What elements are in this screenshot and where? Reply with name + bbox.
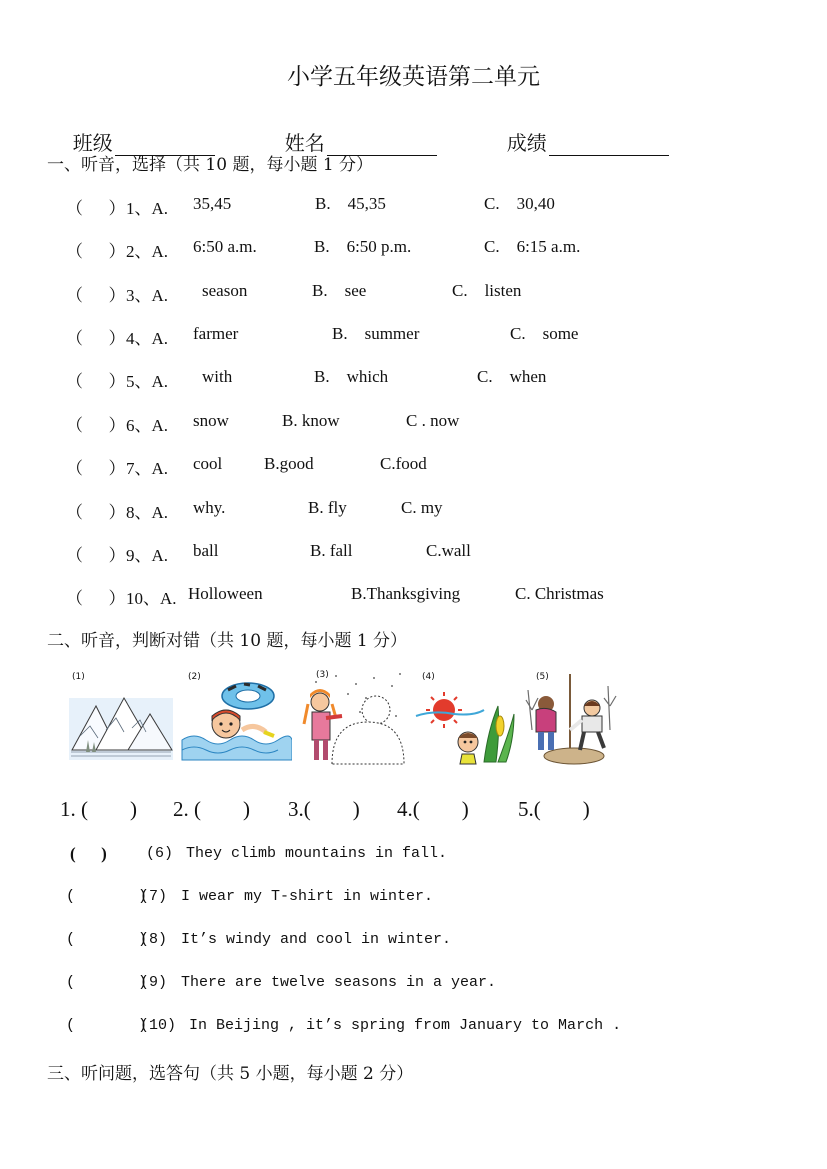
- option-b: B. summer: [332, 324, 420, 343]
- option-b: B. see: [312, 281, 367, 300]
- statement-number: (10): [140, 1017, 177, 1034]
- statement-number: (6): [146, 845, 174, 862]
- score-label: 成绩: [506, 131, 547, 155]
- option-a: ball: [193, 541, 219, 560]
- question-paren[interactable]: （ ）: [66, 416, 126, 435]
- section3-heading: 三、听问题，选答句（共 5 小题，每小题 2 分）: [47, 1064, 414, 1084]
- option-a: snow: [193, 411, 229, 430]
- summer-sun-illustration: [414, 670, 518, 766]
- picture-label: (1): [72, 672, 85, 682]
- question-number: 8、A.: [126, 503, 169, 522]
- option-c: C.wall: [426, 541, 471, 560]
- statement-paren[interactable]: ( ): [66, 1017, 148, 1034]
- statement-number: (7): [140, 888, 168, 905]
- section2-heading: 二、听音，判断对错（共 10 题，每小题 1 分）: [47, 631, 408, 651]
- picture-1: [66, 670, 176, 766]
- option-b: B. fly: [308, 498, 347, 517]
- option-b: B. fall: [310, 541, 353, 560]
- option-c: C. my: [401, 498, 443, 517]
- question-number: 2、A.: [126, 242, 169, 261]
- option-a: why.: [193, 498, 226, 517]
- section1-heading: 一、听音，选择（共 10 题，每小题 1 分）: [47, 155, 374, 175]
- question-paren[interactable]: （ ）: [66, 546, 126, 565]
- option-a: Holloween: [188, 584, 263, 603]
- option-a: 6:50 a.m.: [193, 237, 257, 256]
- planting-tree-illustration: [522, 670, 622, 768]
- question-number: 10、A.: [126, 589, 177, 608]
- question-paren[interactable]: （ ）: [66, 372, 126, 391]
- question-paren[interactable]: （ ）: [66, 329, 126, 348]
- picture-answer[interactable]: 2. ( ): [173, 797, 250, 821]
- picture-answer[interactable]: 5.( ): [518, 797, 590, 821]
- question-number: 5、A.: [126, 372, 169, 391]
- option-a: season: [202, 281, 248, 300]
- snowman-illustration: [296, 668, 408, 768]
- question-number: 1、A.: [126, 199, 169, 218]
- score-blank[interactable]: [549, 133, 669, 156]
- option-a: with: [202, 367, 233, 386]
- picture-answer[interactable]: 1. ( ): [60, 797, 137, 821]
- picture-3: [296, 668, 408, 768]
- question-paren[interactable]: （ ）: [66, 199, 126, 218]
- statement-text: In Beijing , it’s spring from January to March .: [189, 1017, 622, 1034]
- question-paren[interactable]: （ ）: [66, 459, 126, 478]
- option-c: C.food: [380, 454, 427, 473]
- option-a: cool: [193, 454, 223, 473]
- statement-paren[interactable]: ( ): [70, 844, 107, 863]
- option-b: B. 6:50 p.m.: [314, 237, 412, 256]
- statement-paren[interactable]: ( ): [66, 888, 148, 905]
- question-paren[interactable]: （ ）: [66, 589, 126, 608]
- option-a: 35,45: [193, 194, 232, 213]
- statement-text: There are twelve seasons in a year.: [181, 974, 497, 991]
- statement-text: I wear my T-shirt in winter.: [181, 888, 434, 905]
- picture-label: (4): [422, 672, 435, 682]
- option-c: C. Christmas: [515, 584, 604, 603]
- statement-text: They climb mountains in fall.: [186, 845, 448, 862]
- name-label: 姓名: [284, 131, 325, 155]
- question-number: 4、A.: [126, 329, 169, 348]
- option-a: farmer: [193, 324, 239, 343]
- option-c: C. 6:15 a.m.: [484, 237, 581, 256]
- option-c: C . now: [406, 411, 460, 430]
- option-c: C. listen: [452, 281, 522, 300]
- option-b: B.Thanksgiving: [351, 584, 461, 603]
- question-number: 3、A.: [126, 286, 169, 305]
- question-paren[interactable]: （ ）: [66, 286, 126, 305]
- mountains-illustration: [66, 670, 176, 766]
- statement-number: (9): [140, 974, 168, 991]
- question-number: 9、A.: [126, 546, 169, 565]
- picture-label: (3): [316, 670, 329, 680]
- class-field[interactable]: [60, 103, 215, 156]
- statement-paren[interactable]: ( ): [66, 931, 148, 948]
- option-b: B.good: [264, 454, 314, 473]
- option-b: B. which: [314, 367, 389, 386]
- option-c: C. some: [510, 324, 579, 343]
- statement-number: (8): [140, 931, 168, 948]
- picture-label: (5): [536, 672, 549, 682]
- question-number: 7、A.: [126, 459, 169, 478]
- question-paren[interactable]: （ ）: [66, 503, 126, 522]
- picture-5: [522, 670, 622, 768]
- swimming-illustration: [180, 670, 292, 766]
- question-number: 6、A.: [126, 416, 169, 435]
- option-c: C. 30,40: [484, 194, 555, 213]
- score-field[interactable]: [494, 103, 669, 156]
- picture-2: [180, 670, 292, 766]
- option-b: B. know: [282, 411, 340, 430]
- page-title: 小学五年级英语第二单元: [287, 64, 540, 90]
- class-label: 班级: [72, 131, 113, 155]
- picture-label: (2): [188, 672, 201, 682]
- picture-answer[interactable]: 3.( ): [288, 797, 360, 821]
- statement-paren[interactable]: ( ): [66, 974, 148, 991]
- question-paren[interactable]: （ ）: [66, 242, 126, 261]
- picture-answer[interactable]: 4.( ): [397, 797, 469, 821]
- option-c: C. when: [477, 367, 547, 386]
- name-field[interactable]: [272, 103, 437, 156]
- picture-4: [414, 670, 518, 766]
- option-b: B. 45,35: [315, 194, 386, 213]
- statement-text: It’s windy and cool in winter.: [181, 931, 452, 948]
